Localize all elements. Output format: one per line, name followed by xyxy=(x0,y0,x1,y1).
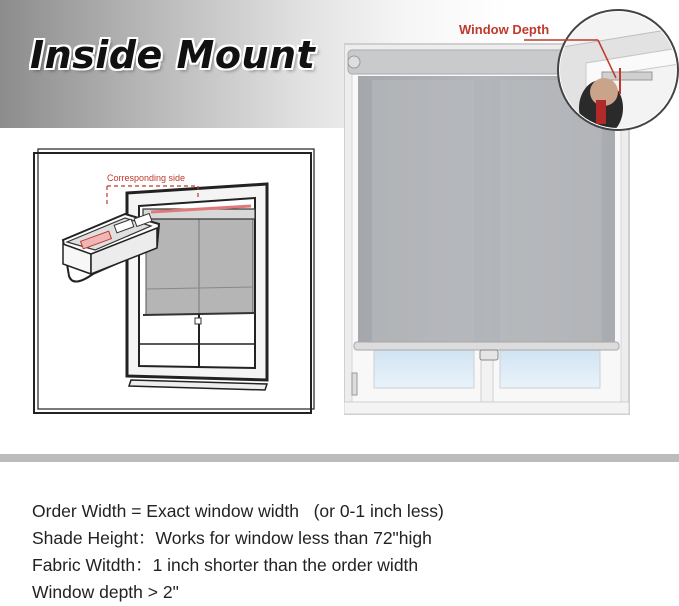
spec-order-width: Order Width = Exact window width (or 0-1 inch less) xyxy=(32,501,444,521)
window-depth-pointer xyxy=(520,38,620,98)
spec-window-depth: Window depth > 2" xyxy=(32,582,179,602)
corresponding-side-label: Corresponding side xyxy=(107,173,186,183)
section-divider xyxy=(0,454,679,462)
inside-mount-diagram xyxy=(33,148,315,419)
spec-fabric-width: Fabric Witdth：1 inch shorter than the order width xyxy=(32,555,419,575)
window-depth-label: Window Depth xyxy=(459,22,550,37)
page-title: Inside Mount xyxy=(30,33,316,77)
spec-shade-height: Shade Height：Works for window less than 72"high xyxy=(32,528,432,548)
specifications xyxy=(32,498,444,606)
